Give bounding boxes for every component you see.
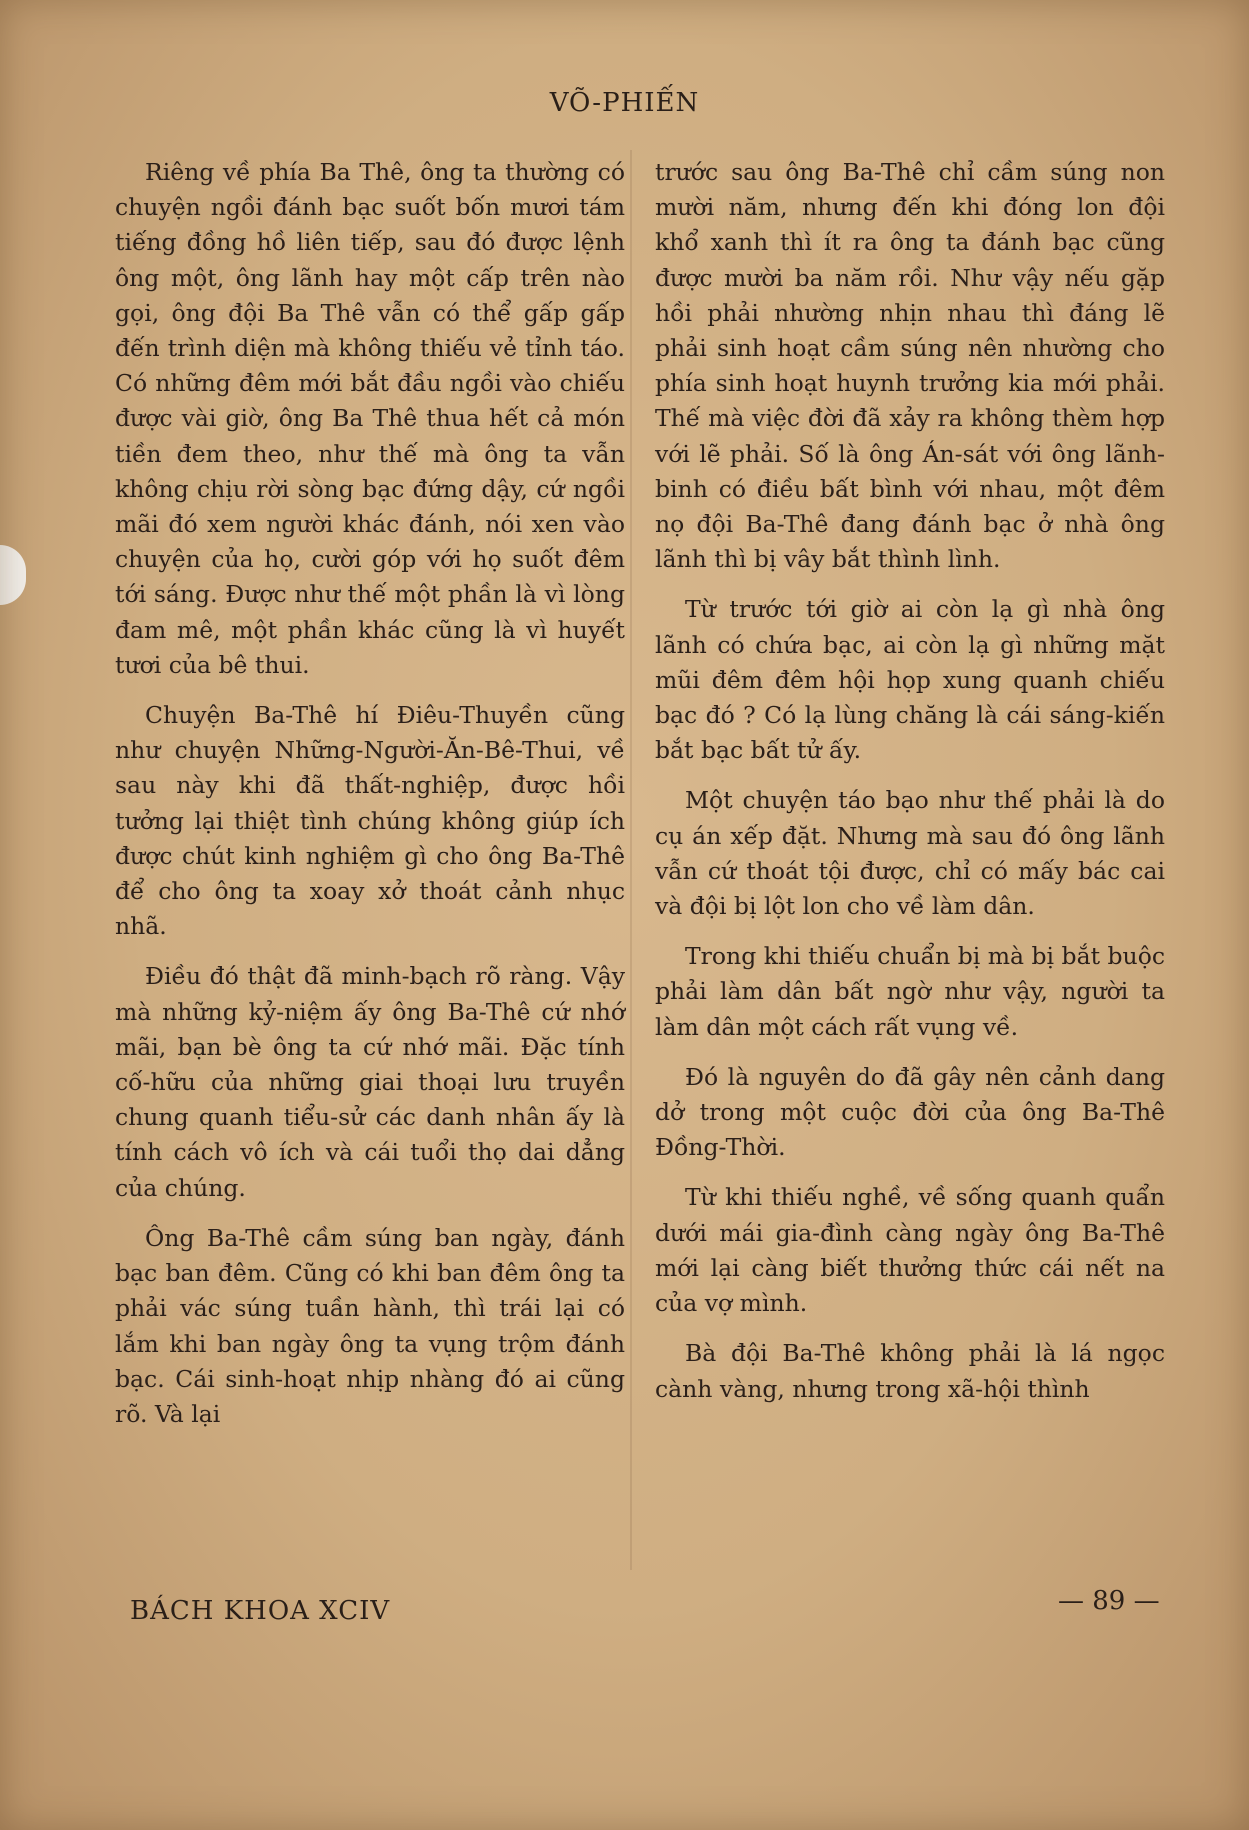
paragraph: Trong khi thiếu chuẩn bị mà bị bắt buộc phải làm dân bất ngờ như vậy, người ta làm dân một cách rất vụng về. (655, 942, 1165, 1041)
paragraph: Đó là nguyên do đã gây nên cảnh dang dở trong một cuộc đời của ông Ba-Thê Đồng-Thời. (655, 1062, 1165, 1162)
running-title: VÕ-PHIẾN (549, 88, 700, 118)
right-column (655, 155, 1165, 1422)
paragraph: Bà đội Ba-Thê không phải là lá ngọc cành vàng, nhưng trong xã-hội thình (655, 1339, 1165, 1403)
paragraph: Điều đó thật đã minh-bạch rõ ràng. Vậy mà những kỷ-niệm ấy ông Ba-Thê cứ nhớ mãi, bạn bè ông ta cứ nhớ mãi. Đặc tính cố-hữu của những giai thoại lưu truyền chung quanh tiểu-sử các danh nhân ấy là tính cách vô ích và cái tuổi thọ dai dẳng của chúng. (115, 962, 625, 1202)
paragraph: trước sau ông Ba-Thê chỉ cầm súng non mười năm, nhưng đến khi đóng lon đội khổ xanh thì ít ra ông ta đánh bạc cũng được mười ba năm rồi. Như vậy nếu gặp hồi phải nhường nhịn nhau thì đáng lẽ phải sinh hoạt cầm súng nên nhường cho phía sinh hoạt huynh trưởng kia mới phải. Thế mà việc đời đã xảy ra không thèm hợp với lẽ phải. Số là ông Án-sát với ông lãnh-binh có điều bất bình với nhau, một đêm nọ đội Ba-Thê đang đánh bạc ở nhà ông lãnh thì bị vây bắt thình lình. (655, 158, 1165, 574)
magazine-title: BÁCH KHOA XCIV (130, 1596, 391, 1626)
paragraph: Từ khi thiếu nghề, về sống quanh quẩn dưới mái gia-đình càng ngày ông Ba-Thê mới lại càng biết thưởng thức cái nết na của vợ mình. (655, 1183, 1165, 1318)
left-column (115, 155, 625, 1447)
paragraph: Ông Ba-Thê cầm súng ban ngày, đánh bạc ban đêm. Cũng có khi ban đêm ông ta phải vác súng tuần hành, thì trái lại có lắm khi ban ngày ông ta vụng trộm đánh bạc. Cái sinh-hoạt nhịp nhàng đó ai cũng rõ. Và lại (115, 1223, 625, 1428)
paragraph: Chuyện Ba-Thê hí Điêu-Thuyền cũng như chuyện Những-Người-Ăn-Bê-Thui, về sau này khi đã thất-nghiệp, được hồi tưởng lại thiệt tình chúng không giúp ích được chút kinh nghiệm gì cho ông Ba-Thê để cho ông ta xoay xở thoát cảnh nhục nhã. (115, 701, 625, 941)
page-fold (630, 150, 632, 1570)
page-number: — 89 — (1058, 1586, 1160, 1616)
paragraph: Từ trước tới giờ ai còn lạ gì nhà ông lãnh có chứa bạc, ai còn lạ gì những mặt mũi đêm đêm hội họp xung quanh chiếu bạc đó ? Có lạ lùng chăng là cái sáng-kiến bắt bạc bất tử ấy. (655, 595, 1165, 765)
paragraph: Một chuyện táo bạo như thế phải là do cụ án xếp đặt. Nhưng mà sau đó ông lãnh vẫn cứ thoát tội được, chỉ có mấy bác cai và đội bị lột lon cho về làm dân. (655, 786, 1165, 921)
paragraph: Riêng về phía Ba Thê, ông ta thường có chuyện ngồi đánh bạc suốt bốn mươi tám tiếng đồng hồ liên tiếp, sau đó được lệnh ông một, ông lãnh hay một cấp trên nào gọi, ông đội Ba Thê vẫn có thể gấp gấp đến trình diện mà không thiếu vẻ tỉnh táo. Có những đêm mới bắt đầu ngồi vào chiếu được vài giờ, ông Ba Thê thua hết cả món tiền đem theo, như thế mà ông ta vẫn không chịu rời sòng bạc đứng dậy, cứ ngồi mãi đó xem người khác đánh, nói xen vào chuyện của họ, cười góp với họ suốt đêm tới sáng. Được như thế một phần là vì lòng đam mê, một phần khác cũng là vì huyết tươi của bê thui. (115, 158, 625, 679)
page-tear (0, 545, 26, 605)
